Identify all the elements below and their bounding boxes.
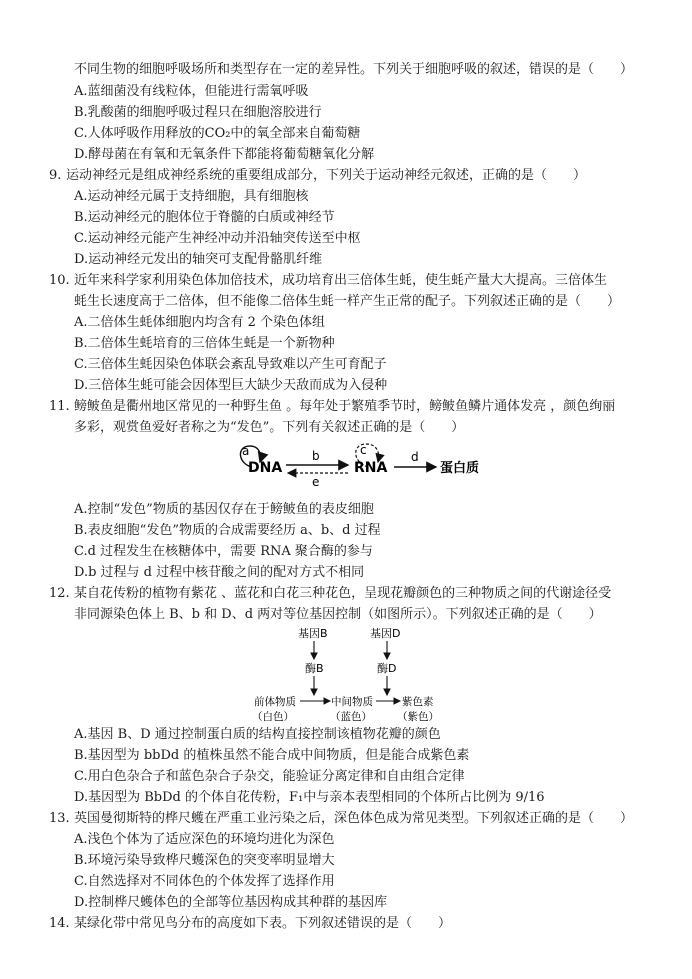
central-dogma-diagram — [228, 440, 488, 498]
q13-option-a: A.浅色个体为了适应深色的环境均进化为深色 — [74, 832, 335, 847]
q11-stem-line1: 鳑鲏鱼是衢州地区常见的一种野生鱼 。每年处于繁殖季节时，鳑鲏鱼鳞片通体发亮 ，颜色绚丽 — [74, 399, 616, 414]
q12-stem-line1: 某自花传粉的植物有紫花 、蓝花和白花三种花色，呈现花瓣颜色的三种物质之间的代谢途径受 — [74, 586, 612, 601]
q9-option-d: D.运动神经元发出的轴突可支配骨骼肌纤维 — [74, 252, 323, 267]
protein-label: 蛋白质 — [440, 461, 480, 476]
q10-number: 10. — [49, 273, 70, 288]
q9-option-c: C.运动神经元能产生神经冲动并沿轴突传送至中枢 — [74, 231, 361, 246]
q10-option-c: C.三倍体生蚝因染色体联会紊乱导致难以产生可育配子 — [74, 357, 387, 372]
q11-stem-line2: 多彩，观赏鱼爱好者称之为“发色”。下列有关叙述正确的是（ ） — [74, 420, 465, 435]
q13-option-d: D.控制桦尺蠖体色的全部等位基因构成其种群的基因库 — [74, 895, 388, 910]
q14-stem: 某绿化带中常见鸟分布的高度如下表。下列叙述错误的是（ ） — [74, 916, 452, 931]
q8-stem: 不同生物的细胞呼吸场所和类型存在一定的差异性。下列关于细胞呼吸的叙述，错误的是（ ） — [74, 62, 634, 77]
q9-option-b: B.运动神经元的胞体位于脊髓的白质或神经节 — [74, 210, 335, 225]
q8-option-b: B.乳酸菌的细胞呼吸过程只在细胞溶胶进行 — [74, 105, 322, 120]
enzyme-d-label: 酶D — [377, 662, 397, 675]
q10-option-d: D.三倍体生蚝可能会因体型巨大缺少天敌而成为入侵种 — [74, 378, 388, 393]
gene-b-label: 基因B — [298, 627, 328, 640]
precursor-label: 前体物质 — [254, 696, 296, 708]
q10-option-a: A.二倍体生蚝体细胞内均含有 2 个染色体组 — [74, 315, 326, 330]
q14-number: 14. — [49, 916, 70, 931]
purple-pigment-label: 紫色素 — [402, 696, 434, 708]
q8-option-c: C.人体呼吸作用释放的CO₂中的氧全部来自葡萄糖 — [74, 126, 361, 141]
rna-label: RNA — [354, 460, 388, 476]
label-d: d — [411, 450, 419, 464]
q12-option-a: A.基因 B、D 通过控制蛋白质的结构直接控制该植物花瓣的颜色 — [74, 727, 441, 742]
purple-color: （紫色） — [397, 711, 439, 723]
q13-stem: 英国曼彻斯特的桦尺蠖在严重工业污染之后，深色体色成为常见类型。下列叙述正确的是（ ） — [74, 811, 634, 826]
q11-number: 11. — [49, 399, 70, 414]
q8-option-a: A.蓝细菌没有线粒体，但能进行需氧呼吸 — [74, 84, 309, 99]
q10-stem-line1: 近年来科学家利用染色体加倍技术，成功培育出三倍体生蚝，使生蚝产量大大提高。三倍体生 — [74, 273, 608, 288]
gene-d-label: 基因D — [370, 627, 401, 640]
q12-option-b: B.基因型为 bbDd 的植株虽然不能合成中间物质，但是能合成紫色素 — [74, 748, 470, 763]
label-b: b — [312, 449, 320, 463]
q13-number: 13. — [49, 811, 70, 826]
q11-option-a: A.控制“发色”物质的基因仅存在于鳑鲏鱼的表皮细胞 — [74, 502, 374, 517]
q12-number: 12. — [49, 586, 70, 601]
q8-option-d: D.酵母菌在有氧和无氧条件下都能将葡萄糖氧化分解 — [74, 147, 375, 162]
q11-option-b: B.表皮细胞“发色”物质的合成需要经历 a、b、d 过程 — [74, 523, 381, 538]
q12-option-c: C.用白色杂合子和蓝色杂合子杂交，能验证分离定律和自由组合定律 — [74, 769, 465, 784]
q9-number: 9. — [49, 168, 62, 183]
label-e: e — [312, 475, 320, 489]
q12-option-d: D.基因型为 BbDd 的个体自花传粉，F₁中与亲本表型相同的个体所占比例为 9/16 — [74, 790, 545, 805]
q13-option-b: B.环境污染导致桦尺蠖深色的突变率明显增大 — [74, 853, 335, 868]
precursor-color: （白色） — [252, 711, 294, 723]
dna-label: DNA — [248, 460, 283, 476]
intermediate-color: （蓝色） — [330, 711, 372, 723]
q9-stem: 运动神经元是组成神经系统的重要组成部分，下列关于运动神经元叙述，正确的是（ ） — [66, 168, 587, 183]
q12-stem-line2: 非同源染色体上 B、b 和 D、d 两对等位基因控制（如图所示）。下列叙述正确的是（ ） — [74, 607, 602, 622]
intermediate-label: 中间物质 — [331, 696, 373, 708]
metabolic-pathway-diagram — [250, 625, 450, 725]
q11-option-d: D.b 过程与 d 过程中核苷酸之间的配对方式不相同 — [74, 565, 365, 580]
enzyme-b-label: 酶B — [305, 662, 324, 675]
q11-option-c: C.d 过程发生在核糖体中，需要 RNA 聚合酶的参与 — [74, 544, 373, 559]
q10-option-b: B.二倍体生蚝培育的三倍体生蚝是一个新物种 — [74, 336, 335, 351]
q9-option-a: A.运动神经元属于支持细胞，具有细胞核 — [74, 189, 309, 204]
q10-stem-line2: 蚝生长速度高于二倍体，但不能像二倍体生蚝一样产生正常的配子。下列叙述正确的是（ ） — [74, 294, 621, 309]
label-c: c — [360, 443, 367, 457]
q13-option-c: C.自然选择对不同体色的个体发挥了选择作用 — [74, 874, 335, 889]
label-a: a — [242, 444, 250, 458]
